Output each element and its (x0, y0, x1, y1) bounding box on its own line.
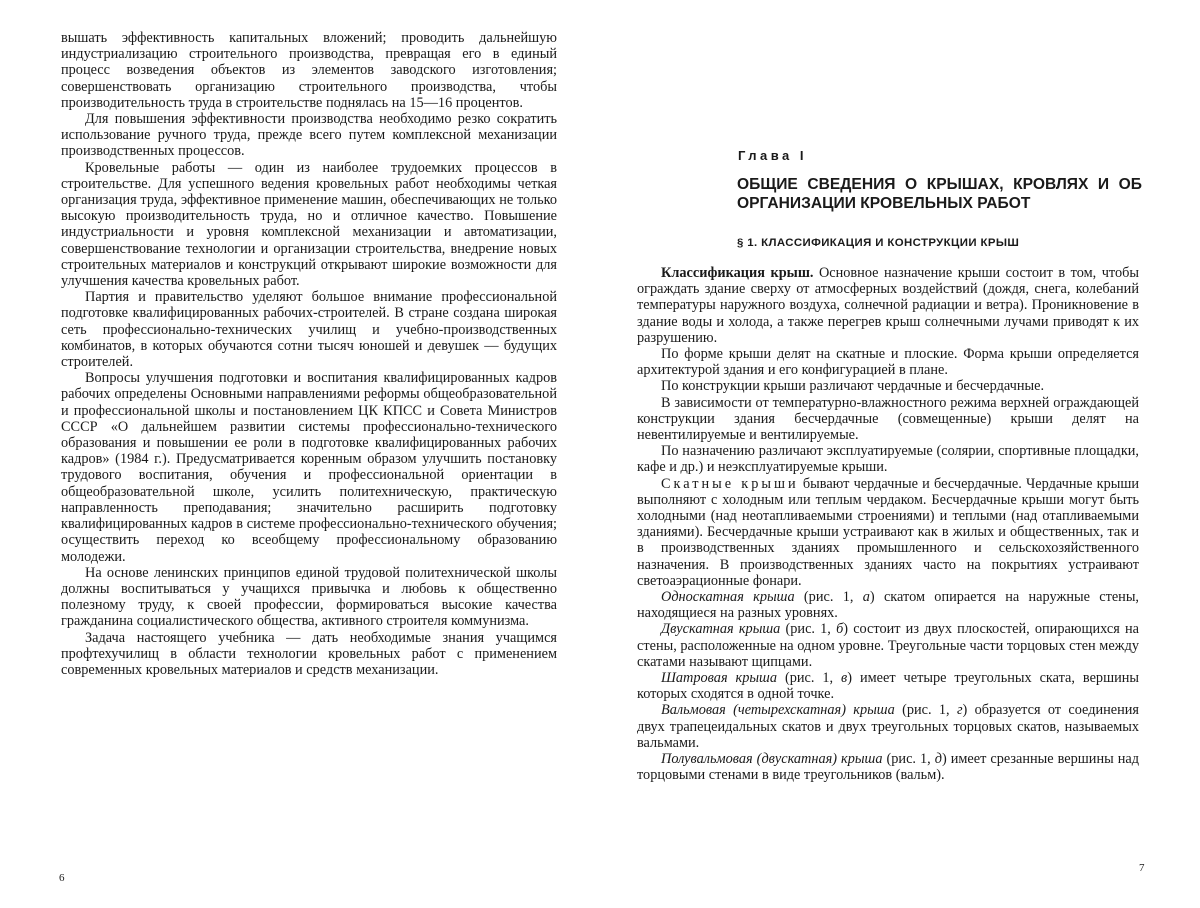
section-title: § 1. КЛАССИФИКАЦИЯ И КОНСТРУКЦИИ КРЫШ (737, 237, 1020, 249)
paragraph: Партия и правительство уделяют большое внимание профессиональной подготовке квалифицированных рабочих-строителей. В стране создана широкая сеть профессионально-технических училищ и учебно-производственных комбинатов, в которых обучаются сотни тысяч юношей и девушек — будущих строителей. (61, 289, 557, 371)
chapter-label: Глава I (738, 148, 807, 163)
figure-letter: г (956, 702, 963, 719)
left-page-text (61, 30, 557, 678)
roof-type-paragraph (637, 670, 1139, 702)
right-page (600, 0, 1200, 908)
run-in-heading: Классификация крыш. (661, 265, 814, 281)
right-page-text (637, 265, 1139, 784)
figure-ref: (рис. 1, (882, 751, 935, 768)
roof-type-text: ) состоит из двух плоскостей, опирающихся на стены, расположенные на одном уровне. Треугольные части торцовых стен между скатами называют щипцами. (637, 621, 1139, 670)
figure-letter: в (841, 670, 848, 687)
paragraph: Вопросы улучшения подготовки и воспитания квалифицированных кадров рабочих определены Основными направлениями реформы общеобразовательной и профессиональной школы и постановлением ЦК КПСС и Совета Министров СССР «О дальнейшем развитии системы профессионально-технического образования и повышении ее роли в подготовке квалифицированных рабочих кадров» (1984 г.). Предусматривается коренным образом улучшить постановку трудового воспитания, обучения и профессиональной ориентации в общеобразовательной школе, усилить политехническую, практическую направленность преподавания; значительно расширить подготовку квалифицированных кадров в системе профессионально-технического обучения; осуществить переход ко всеобщему профессиональному образованию молодежи. (61, 370, 557, 565)
paragraph: вышать эффективность капитальных вложений; проводить дальнейшую индустриализацию строительного производства, превращая его в единый процесс возведения объектов из элементов заводского изготовления; совершенствовать организацию строительного производства, чтобы производительность труда в строительстве поднялась на 15—16 процентов. (61, 30, 557, 111)
page-number: 6 (59, 872, 65, 884)
paragraph: Кровельные работы — один из наиболее трудоемких процессов в строительстве. Для успешного ведения кровельных работ необходимы четкая организация труда, эффективное применение машин, обеспечивающих не только высокую производительность труда, но и отличное качество. Повышение индустриальности и уровня комплексной механизации и автоматизации, совершенствование технологии и организации строительства, внедрение новых строительных материалов и конструкций открывают широкие возможности для улучшения качества кровельных работ. (61, 159, 557, 290)
roof-type-text: ) образуется от соединения двух трапецеидальных скатов и двух треугольных торцовых скатов, называемых вальмами. (637, 702, 1139, 751)
roof-type-paragraph (637, 702, 1139, 751)
paragraph: По конструкции крыши различают чердачные и бесчердачные. (661, 378, 1045, 395)
page-number: 7 (1139, 862, 1145, 874)
roof-type-paragraph (637, 751, 1139, 783)
intro-paragraph (637, 265, 1139, 346)
paragraph: В зависимости от температурно-влажностного режима верхней ограждающей конструкции здания бесчердачные (совмещенные) крыши делят на невентилируемые и вентилируемые. (637, 394, 1139, 444)
paragraph: Задача настоящего учебника — дать необходимые знания учащимся профтехучилищ в области технологии кровельных работ с применением современных кровельных материалов и средств механизации. (61, 629, 557, 678)
paragraph-text: бывают чердачные и бесчердачные. Чердачные крыши выполняют с холодным или теплым чердаком. Бесчердачные крыши могут быть холодными (над неотапливаемыми строениями) и теплыми (над отапливаемыми зданиями). Бесчердачные крыши устраивают как в жилых и общественных, так и в производственных зданиях промышленного и сельскохозяйственного назначения. В производственных зданиях часто на покрытиях устраивают светоаэрационные фонари. (637, 475, 1140, 589)
figure-ref: (рис. 1, (780, 621, 837, 638)
roof-type-paragraph (637, 589, 1139, 621)
roof-type-text: ) имеет четыре треугольных ската, вершины которых сходятся в одной точке. (637, 670, 1139, 703)
roof-type-term: Вальмовая (четырехскатная) крыша (661, 702, 895, 719)
spaced-term: Скатные крыши (661, 475, 799, 492)
figure-ref: (рис. 1, (777, 670, 842, 687)
paragraph: Для повышения эффективности производства необходимо резко сократить использование ручного труда, прежде всего путем комплексной механизации производственных процессов. (61, 111, 557, 160)
paragraph: По назначению различают эксплуатируемые (солярии, спортивные площадки, кафе и др.) и неэксплуатируемые крыши. (637, 443, 1139, 476)
figure-letter: а (862, 589, 870, 606)
roof-type-paragraph (637, 621, 1139, 670)
figure-letter: б (836, 621, 844, 638)
roof-type-text: ) имеет срезанные вершины над торцовыми стенами в виде треугольников (вальм). (637, 751, 1139, 784)
roof-type-term: Шатровая крыша (661, 670, 777, 687)
roof-type-text: ) скатом опирается на наружные стены, находящиеся на разных уровнях. (637, 589, 1140, 622)
paragraph: По форме крыши делят на скатные и плоские. Форма крыши определяется архитектурой здания и его конфигурацией в плане. (637, 346, 1139, 379)
paragraph-text: Основное назначение крыши состоит в том, чтобы ограждать здание сверху от атмосферных воздействий (дождя, снега, колебаний температуры наружного воздуха, солнечной радиации и ветра). Проникновение в здание воды и холода, а также перегрев крыш солнечными лучами приводят к их разрушению. (637, 265, 1139, 346)
roof-type-term: Полувальмовая (двускатная) крыша (661, 751, 883, 768)
figure-ref: (рис. 1, (894, 702, 957, 719)
pitched-roofs-paragraph (637, 476, 1139, 589)
figure-letter: д (934, 751, 942, 768)
roof-type-term: Односкатная крыша (661, 589, 795, 606)
paragraph: На основе ленинских принципов единой трудовой политехнической школы должны воспитываться у учащихся привычка и любовь к общественно полезному труду, к своей профессии, формироваться высокие качества гражданина социалистического общества, активного строителя коммунизма. (61, 564, 557, 630)
chapter-title: ОБЩИЕ СВЕДЕНИЯ О КРЫШАХ, КРОВЛЯХ И ОБ ОРГАНИЗАЦИИ КРОВЕЛЬНЫХ РАБОТ (737, 176, 1142, 212)
roof-type-term: Двускатная крыша (661, 621, 781, 638)
figure-ref: (рис. 1, (794, 589, 863, 606)
